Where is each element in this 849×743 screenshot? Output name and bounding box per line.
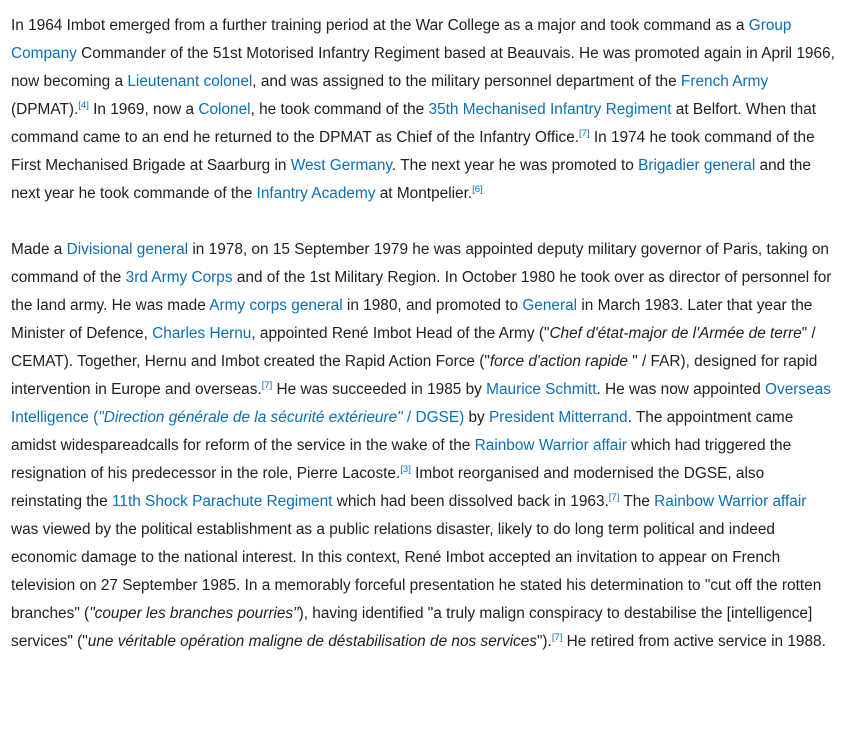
text: and of the 1st Military Region. In October 1980 he took over as director of personnel for the land army. He was made <box>11 269 832 314</box>
citation-link-6[interactable]: [6] <box>472 184 483 195</box>
text: . The next year he was promoted to <box>391 157 639 174</box>
text: In 1964 Imbot emerged from a further training period at the War College as a major and took command as a <box>11 17 749 34</box>
text: (DPMAT). <box>11 101 79 118</box>
text: ), having identified "a truly malign conspiracy to destabilise the [intelligence] services" (" <box>11 605 813 650</box>
paragraph-early-career <box>11 12 837 208</box>
link-text: Overseas Intelligence ( <box>11 381 831 426</box>
text: in 1980, and promoted to <box>342 297 523 314</box>
text: "). <box>536 633 552 650</box>
italic-text: force d'action rapide <box>489 353 633 370</box>
article-body <box>11 0 837 656</box>
link-35th-mechanised-infantry-regiment[interactable]: 35th Mechanised Infantry Regiment <box>428 101 672 118</box>
text: , appointed René Imbot Head of the Army (" <box>251 325 550 342</box>
text: in March 1983. Later that year the Minister of Defence, <box>11 297 813 342</box>
citation-ref <box>400 464 411 475</box>
citation-link-4[interactable]: [4] <box>78 100 89 111</box>
text: The <box>619 493 655 510</box>
text: . He was now appointed <box>596 381 766 398</box>
text: In 1974 he took command of the First Mechanised Brigade at Saarburg in <box>11 129 815 174</box>
citation-ref <box>78 100 89 111</box>
text: which had been dissolved back in 1963. <box>332 493 609 510</box>
text: Made a <box>11 241 67 258</box>
citation-link-3[interactable]: [3] <box>400 464 411 475</box>
citation-ref <box>552 632 563 643</box>
link-charles-hernu[interactable]: Charles Hernu <box>152 325 252 342</box>
citation-link-7[interactable]: [7] <box>551 632 563 643</box>
link-french-army[interactable]: French Army <box>680 73 769 90</box>
text: at Montpelier. <box>375 185 473 202</box>
text: " / CEMAT). Together, Hernu and Imbot created the Rapid Action Force (" <box>11 325 816 370</box>
link-divisional-general[interactable]: Divisional general <box>66 241 189 258</box>
italic-text: Chef d'état-major de l'Armée de terre <box>549 325 802 342</box>
link-west-germany[interactable]: West Germany <box>290 157 392 174</box>
citation-ref <box>579 128 590 139</box>
text: , and was assigned to the military personnel department of the <box>252 73 681 90</box>
link-infantry-academy[interactable]: Infantry Academy <box>256 185 376 202</box>
link-general[interactable]: General <box>522 297 578 314</box>
paragraph-later-career <box>11 236 837 656</box>
text: . The appointment came amidst widespareadcalls for reform of the service in the wake of the <box>11 409 794 454</box>
text: at Belfort. When that command came to an end he returned to the DPMAT as Chief of the Infantry Office. <box>11 101 817 146</box>
text: which had triggered the resignation of his predecessor in the role, Pierre Lacoste. <box>11 437 792 482</box>
text: He was succeeded in 1985 by <box>272 381 487 398</box>
link-rainbow-warrior-affair[interactable]: Rainbow Warrior affair <box>654 493 807 510</box>
link-lieutenant-colonel[interactable]: Lieutenant colonel <box>127 73 253 90</box>
link-rainbow-warrior-affair[interactable]: Rainbow Warrior affair <box>474 437 627 454</box>
text: " / FAR), designed for rapid intervention in Europe and overseas. <box>11 353 818 398</box>
link-colonel[interactable]: Colonel <box>198 101 251 118</box>
link-group-company[interactable]: Group Company <box>11 17 792 62</box>
citation-link-7[interactable]: [7] <box>608 492 620 503</box>
text: , he took command of the <box>250 101 429 118</box>
text: He retired from active service in 1988. <box>562 633 826 650</box>
link-text: / DGSE) <box>402 409 465 426</box>
text: by <box>464 409 490 426</box>
text: and the next year he took commande of the <box>11 157 811 202</box>
link-president-mitterrand[interactable]: President Mitterrand <box>489 409 628 426</box>
citation-ref <box>472 184 483 195</box>
text: Commander of the 51st Motorised Infantry Regiment based at Beauvais. He was promoted again in April 1966, now becoming a <box>11 45 835 90</box>
link-brigadier-general[interactable]: Brigadier general <box>638 157 756 174</box>
citation-ref <box>262 380 273 391</box>
citation-link-7[interactable]: [7] <box>261 380 273 391</box>
link-army-corps-general[interactable]: Army corps general <box>209 297 343 314</box>
link-3rd-army-corps[interactable]: 3rd Army Corps <box>125 269 233 286</box>
link-11th-shock-parachute-regiment[interactable]: 11th Shock Parachute Regiment <box>111 493 333 510</box>
italic-text: une véritable opération maligne de déstabilisation de nos services <box>87 633 537 650</box>
text: In 1969, now a <box>88 101 199 118</box>
text: in 1978, on 15 September 1979 he was appointed deputy military governor of Paris, taking on command of the <box>11 241 829 286</box>
link-italic-text: "Direction générale de la sécurité extérieure" <box>98 409 403 426</box>
text: was viewed by the political establishment as a public relations disaster, likely to do long term political and indeed economic damage to the national interest. In this context, René Imbot accepted an invitation to appear on French television on 27 September 1985. In a memorably forceful presentation he stated his determination to "cut off the rotten branches" ( <box>11 521 822 622</box>
text: Imbot reorganised and modernised the DGSE, also reinstating the <box>11 465 765 510</box>
italic-text: "couper les branches pourries" <box>89 605 299 622</box>
link-maurice-schmitt[interactable]: Maurice Schmitt <box>486 381 597 398</box>
citation-ref <box>609 492 620 503</box>
citation-link-7[interactable]: [7] <box>579 128 590 139</box>
